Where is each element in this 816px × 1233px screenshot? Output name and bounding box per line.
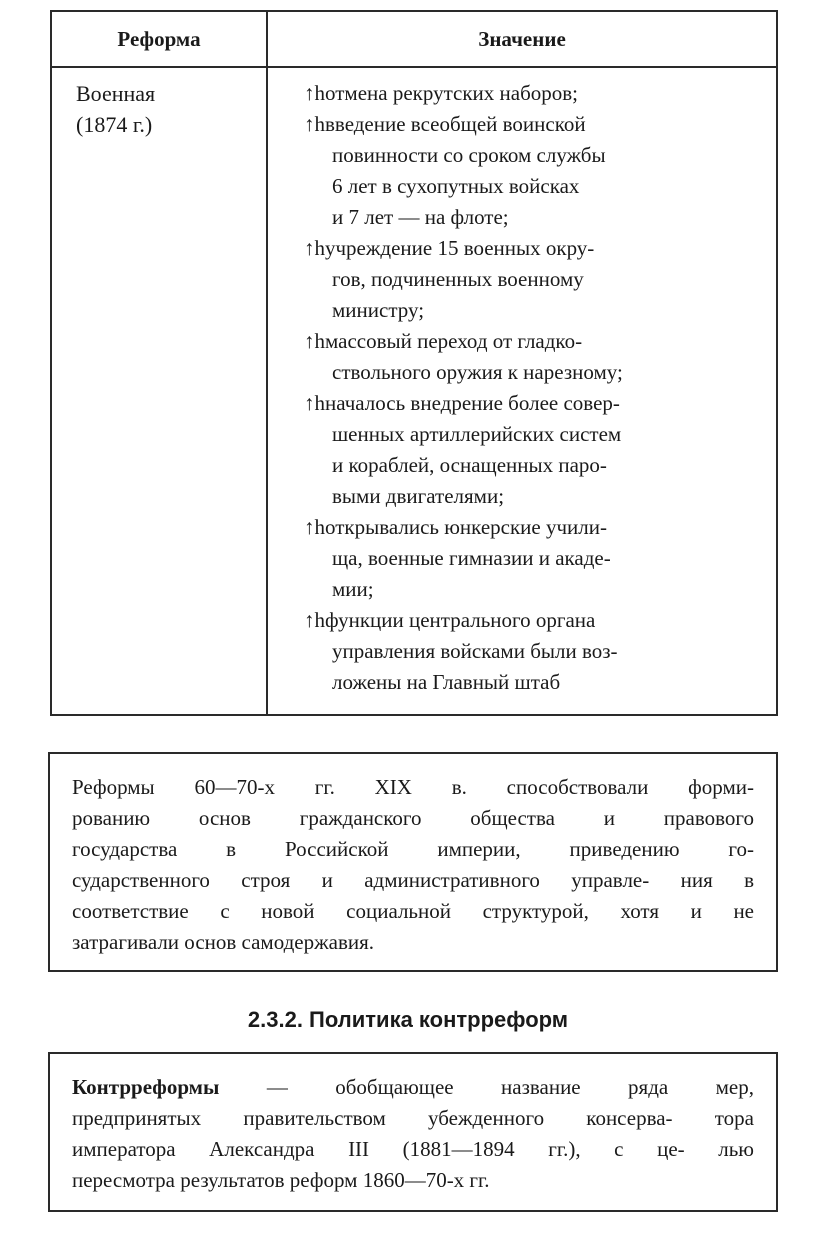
meaning-item [304,512,764,605]
summary-line: затрагивали основ самодержавия. [72,930,375,954]
meaning-item-text: министру; [332,298,425,322]
meaning-item-line [304,512,764,543]
meaning-item-text: гов, подчиненных военному [332,267,584,291]
meaning-item-line [304,357,764,388]
meaning-item-line [304,140,764,171]
arrow-bullet-icon: ↑h [304,391,325,415]
meaning-item-text: и кораблей, оснащенных паро- [332,453,607,477]
definition-line: пересмотра результатов реформ 1860—70-х гг. [72,1168,490,1192]
summary-line: рованию основ гражданского общества и правового [72,806,754,830]
table-column-divider [266,12,268,714]
reforms-table [50,10,778,716]
meaning-item-text: выми двигателями; [332,484,505,508]
meaning-item [304,78,764,109]
summary-line: государства в Российской империи, приведению го- [72,837,754,861]
meaning-item [304,388,764,512]
meaning-item-text: мии; [332,577,374,601]
meaning-item-line [304,636,764,667]
summary-line: Реформы 60—70-х гг. XIX в. способствовали форми- [72,775,754,799]
meaning-item-line [304,264,764,295]
arrow-bullet-icon: ↑h [304,608,325,632]
meaning-item [304,326,764,388]
meaning-item-line [304,481,764,512]
meaning-item-text: ствольного оружия к нарезному; [332,360,623,384]
meaning-item-text: и 7 лет — на флоте; [332,205,509,229]
definition-line: императора Александра III (1881—1894 гг.), с це- лью [72,1137,754,1161]
reform-name-cell [76,78,155,140]
arrow-bullet-icon: ↑h [304,515,325,539]
arrow-bullet-icon: ↑h [304,329,325,353]
meaning-list [304,78,764,698]
meaning-item-line [304,295,764,326]
header-reform: Реформа [117,27,201,51]
meaning-item-text: ложены на Главный штаб [332,670,561,694]
meaning-item-line [304,326,764,357]
section-heading: 2.3.2. Политика контрреформ [247,1007,569,1032]
meaning-item-line [304,109,764,140]
definition-line-rest: — обобщающее название ряда мер, [219,1075,754,1099]
meaning-item-line [304,78,764,109]
meaning-item-text: повинности со сроком службы [332,143,606,167]
meaning-item-line [304,388,764,419]
meaning-item-text: управления войсками были воз- [332,639,618,663]
meaning-item-text: учреждение 15 военных окру- [325,236,595,260]
meaning-item-text: открывались юнкерские учили- [325,515,607,539]
reform-name: Военная [76,81,156,106]
meaning-item-line [304,202,764,233]
arrow-bullet-icon: ↑h [304,236,325,260]
summary-text [72,772,754,958]
meaning-item-text: функции центрального органа [325,608,596,632]
meaning-item-line [304,233,764,264]
arrow-bullet-icon: ↑h [304,112,325,136]
meaning-item-text: 6 лет в сухопутных войсках [332,174,580,198]
meaning-item-line [304,171,764,202]
meaning-item-line [304,574,764,605]
table-header-divider [52,66,776,68]
meaning-item-text: ща, военные гимназии и акаде- [332,546,611,570]
header-meaning: Значение [478,27,566,51]
meaning-item-line [304,543,764,574]
meaning-item-text: началось внедрение более совер- [325,391,620,415]
meaning-item [304,233,764,326]
arrow-bullet-icon: ↑h [304,81,325,105]
definition-line [72,1072,754,1103]
summary-line: соответствие с новой социальной структурой, хотя и не [72,899,754,923]
definition-line: предпринятых правительством убежденного консерва- тора [72,1106,754,1130]
summary-line: сударственного строя и административного управле- ния в [72,868,754,892]
meaning-item-text: введение всеобщей воинской [325,112,586,136]
meaning-item-line [304,419,764,450]
meaning-item [304,605,764,698]
meaning-item-text: массовый переход от гладко- [325,329,583,353]
definition-text [72,1072,754,1196]
reform-year: (1874 г.) [76,112,153,137]
summary-box [48,752,778,972]
meaning-item [304,109,764,233]
meaning-item-text: шенных артиллерийских систем [332,422,622,446]
meaning-item-line [304,605,764,636]
meaning-item-text: отмена рекрутских наборов; [325,81,579,105]
definition-box [48,1052,778,1212]
meaning-item-line [304,667,764,698]
definition-term: Контрреформы [72,1075,220,1099]
meaning-item-line [304,450,764,481]
